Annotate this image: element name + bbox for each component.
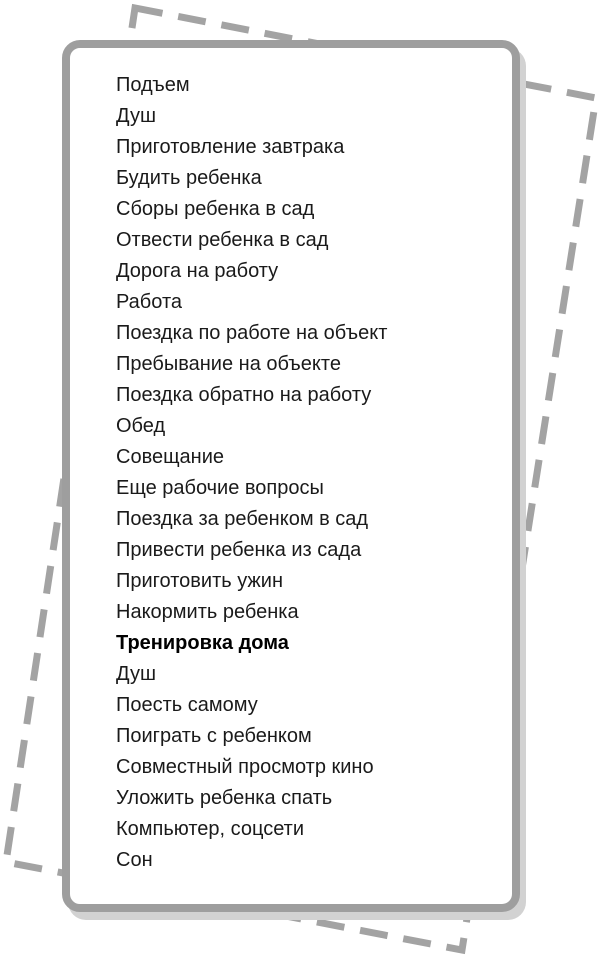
list-item: Сборы ребенка в сад (116, 198, 315, 220)
list-item: Обед (116, 415, 166, 437)
list-item: Пребывание на объекте (116, 353, 341, 375)
list-item: Накормить ребенка (116, 601, 299, 623)
daily-routine-list (116, 70, 387, 876)
list-item: Привести ребенка из сада (116, 539, 362, 561)
list-item: Совещание (116, 446, 225, 468)
list-item: Еще рабочие вопросы (116, 477, 324, 499)
list-item: Поездка за ребенком в сад (116, 508, 369, 530)
list-item: Поездка по работе на объект (116, 322, 388, 344)
list-item: Поиграть с ребенком (116, 725, 312, 747)
list-item: Сон (116, 849, 153, 871)
list-item: Работа (116, 291, 182, 313)
list-item: Поесть самому (116, 694, 258, 716)
list-item: Компьютер, соцсети (116, 818, 304, 840)
list-item: Приготовить ужин (116, 570, 284, 592)
list-item: Приготовление завтрака (116, 136, 345, 158)
list-item: Душ (116, 663, 157, 685)
list-item: Уложить ребенка спать (116, 787, 333, 809)
list-item: Совместный просмотр кино (116, 756, 374, 778)
list-item: Подъем (116, 74, 190, 96)
list-item: Дорога на работу (116, 260, 279, 282)
list-item: Отвести ребенка в сад (116, 229, 329, 251)
list-item: Тренировка дома (116, 632, 289, 654)
list-item: Душ (116, 105, 157, 127)
list-item: Поездка обратно на работу (116, 384, 372, 406)
list-item: Будить ребенка (116, 167, 262, 189)
